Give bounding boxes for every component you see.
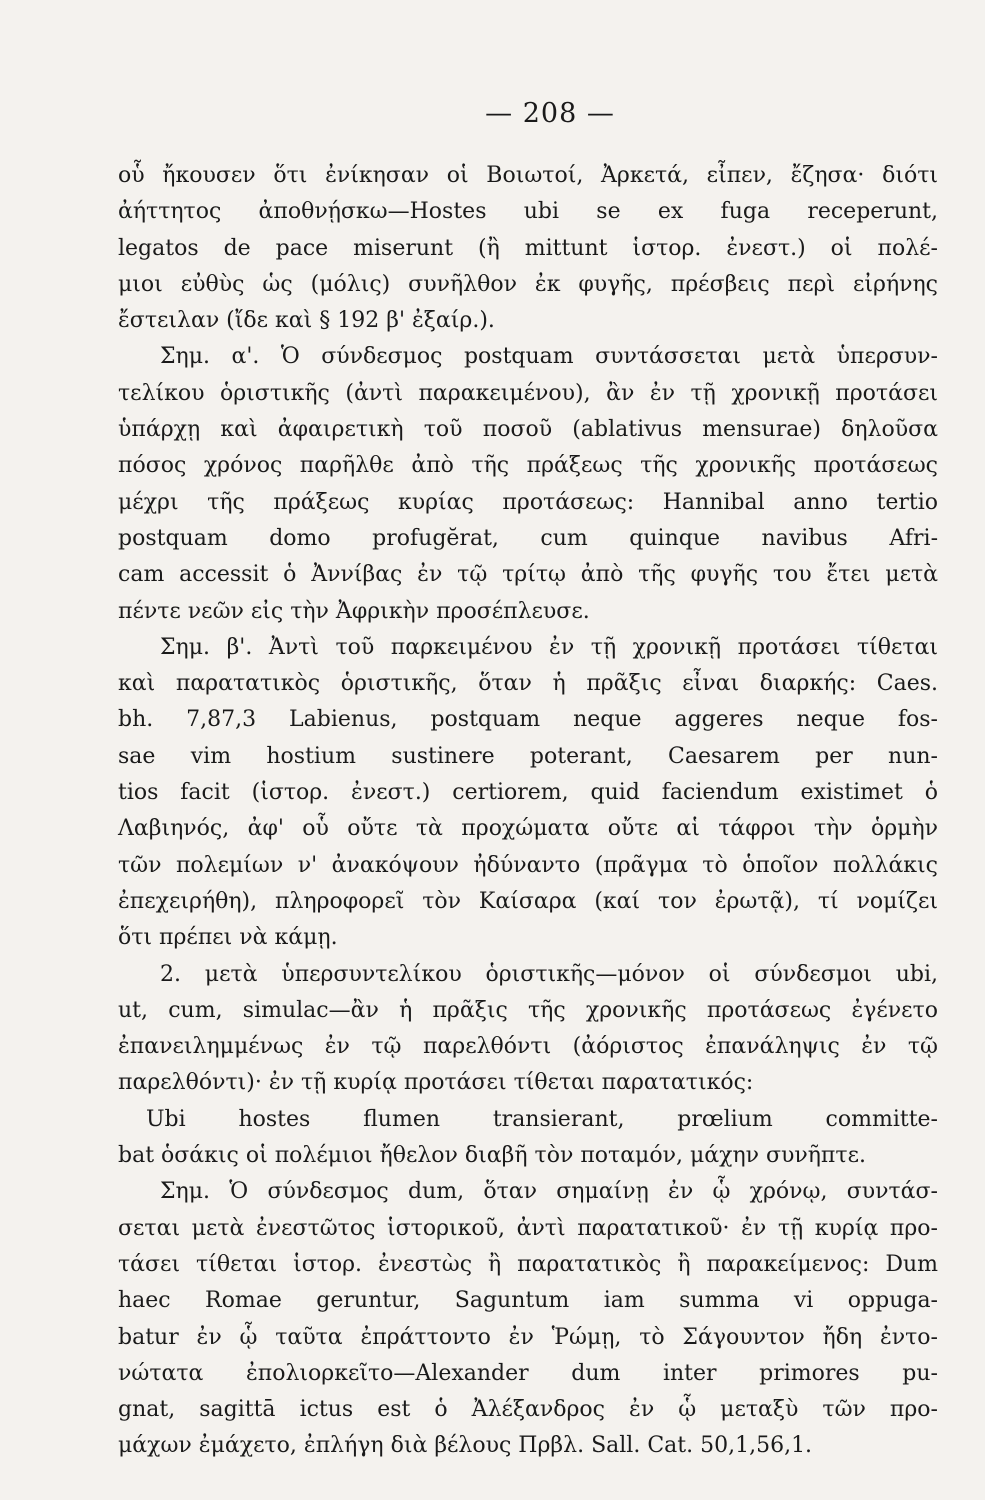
section-2-line: 2. μετὰ ὑπερσυντελίκου ὁριστικῆς—μόνον οἱ σύνδεσμοι ubi, [160,961,938,987]
note-c-line: Σημ. Ὁ σύνδεσμος dum, ὅταν σημαίνῃ ἐν ᾧ χρόνῳ, συντάσ- [160,1179,938,1205]
text-line: sae vim hostium sustinere poterant, Caesarem per nun- [118,743,938,769]
text-line: gnat, sagittā ictus est ὁ Ἀλέξανδρος ἐν ᾧ μεταξὺ τῶν προ- [118,1397,938,1423]
text-line: tios facit (ἱστορ. ἐνεστ.) certiorem, quid faciendum existimet ὁ [118,780,938,806]
text-line: καὶ παρατατικὸς ὁριστικῆς, ὅταν ἡ πρᾶξις εἶναι διαρκής: Caes. [118,671,938,697]
text-line: πόσος χρόνος παρῆλθε ἀπὸ τῆς πράξεως τῆς χρονικῆς προτάσεως [118,453,938,479]
text-line: πέντε νεῶν εἰς τὴν Ἀφρικὴν προσέπλευσε. [118,598,590,624]
text-line: batur ἐν ᾧ ταῦτα ἐπράττοντο ἐν Ῥώμῃ, τὸ Σάγουντον ἤδη ἐντο- [118,1324,938,1350]
text-line: τάσει τίθεται ἱστορ. ἐνεστὼς ἢ παρατατικὸς ἢ παρακείμενος: Dum [118,1251,938,1277]
text-line: legatos de pace miserunt (ἢ mittunt ἱστορ. ἐνεστ.) οἱ πολέ- [118,235,938,261]
text-line: παρελθόντι)· ἐν τῇ κυρίᾳ προτάσει τίθεται παρατατικός: [118,1070,754,1096]
text-line: ὑπάρχῃ καὶ ἀφαιρετικὴ τοῦ ποσοῦ (ablativus mensurae) δηλοῦσα [118,417,938,443]
text-line: bat ὁσάκις οἱ πολέμιοι ἤθελον διαβῆ τὸν ποταμόν, μάχην συνῆπτε. [118,1143,866,1169]
text-line: cam accessit ὁ Ἀννίβας ἐν τῷ τρίτῳ ἀπὸ τῆς φυγῆς του ἔτει μετὰ [118,562,938,588]
text-line: τῶν πολεμίων ν' ἀνακόψουν ἠδύναντο (πρᾶγμα τὸ ὁποῖον πολλάκις [118,852,938,878]
text-line: τελίκου ὁριστικῆς (ἀντὶ παρακειμένου), ἂν ἐν τῇ χρονικῇ προτάσει [118,380,938,406]
text-line: μάχων ἐμάχετο, ἐπλήγη διὰ βέλους Πρβλ. Sall. Cat. 50,1,56,1. [118,1433,813,1459]
note-b-line: Σημ. β'. Ἀντὶ τοῦ παρκειμένου ἐν τῇ χρονικῇ προτάσει τίθεται [160,634,938,660]
text-body [118,158,938,1465]
text-line: Λαβιηνός, ἀφ' οὗ οὔτε τὰ προχώματα οὔτε αἱ τάφροι τὴν ὁρμὴν [118,816,938,842]
text-line: οὗ ἤκουσεν ὅτι ἐνίκησαν οἱ Βοιωτοί, Ἀρκετά, εἶπεν, ἔζησα· διότι [118,163,938,188]
text-line: σεται μετὰ ἐνεστῶτος ἱστορικοῦ, ἀντὶ παρατατικοῦ· ἐν τῇ κυρίᾳ προ- [118,1215,938,1241]
text-line: ὅτι πρέπει νὰ κάμῃ. [118,925,338,951]
text-line: ut, cum, simulac—ἂν ἡ πρᾶξις τῆς χρονικῆς προτάσεως ἐγένετο [118,997,938,1023]
text-line: postquam domo profugĕrat, cum quinque navibus Afri- [118,525,938,551]
text-line: haec Romae geruntur, Saguntum iam summa vi oppuga- [118,1288,938,1314]
text-line: Ubi hostes flumen transierant, prœlium committe- [146,1106,938,1132]
text-line: ἀήττητος ἀποθνῄσκω—Hostes ubi se ex fuga receperunt, [118,199,938,225]
page-number: — 208 — [485,98,615,129]
text-line: ἐπεχειρήθη), πληροφορεῖ τὸν Καίσαρα (καί τον ἐρωτᾷ), τί νομίζει [118,888,938,914]
text-line: μιοι εὐθὺς ὡς (μόλις) συνῆλθον ἐκ φυγῆς, πρέσβεις περὶ εἰρήνης [118,271,938,297]
text-line: ἔστειλαν (ἴδε καὶ § 192 β' ἐξαίρ.). [118,308,495,334]
text-line: μέχρι τῆς πράξεως κυρίας προτάσεως: Hannibal anno tertio [118,489,938,515]
note-a-line: Σημ. α'. Ὁ σύνδεσμος postquam συντάσσεται μετὰ ὑπερσυν- [160,344,938,370]
text-line: νώτατα ἐπολιορκεῖτο—Alexander dum inter primores pu- [118,1360,938,1386]
text-line: bh. 7,87,3 Labienus, postquam neque aggeres neque fos- [118,707,938,733]
text-line: ἐπανειλημμένως ἐν τῷ παρελθόντι (ἀόριστος ἐπανάληψις ἐν τῷ [118,1034,938,1060]
